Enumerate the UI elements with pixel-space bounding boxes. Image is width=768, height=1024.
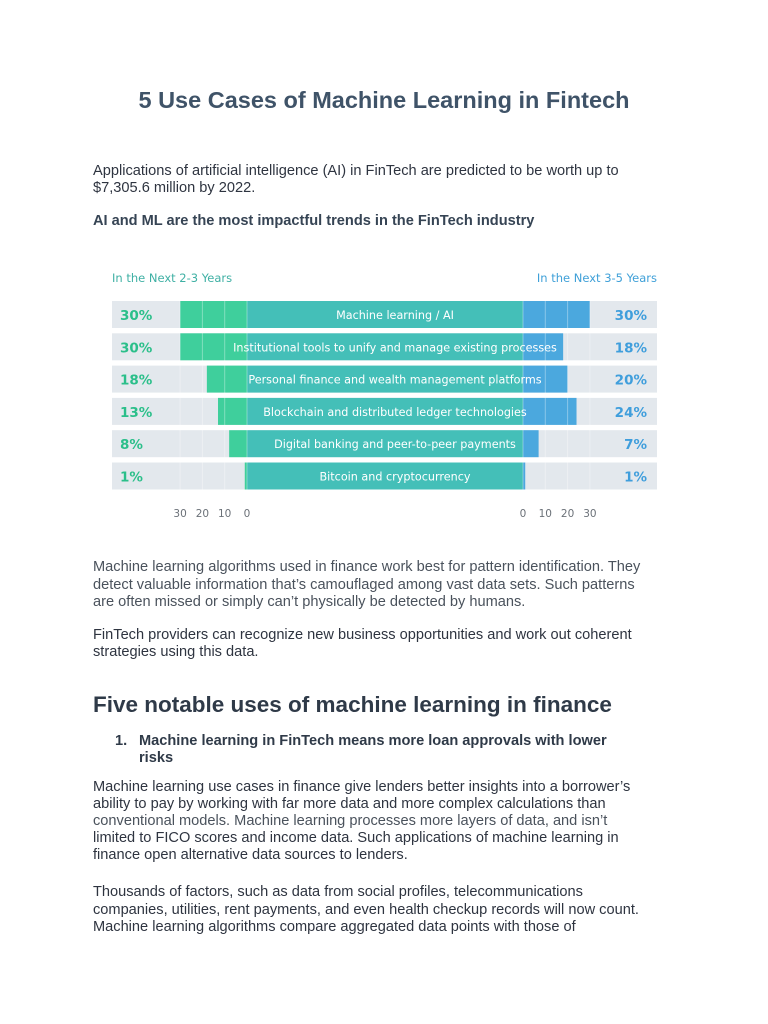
intro-line-2: $7,305.6 million by 2022. [93,180,256,196]
right-value-label: 20% [614,372,647,389]
diverging-bar-chart [0,260,768,540]
page-title: 5 Use Cases of Machine Learning in Fintech [138,87,630,113]
category-label: Bitcoin and cryptocurrency [319,470,471,484]
list-item-number: 1. [115,733,128,749]
para3-line-3: conventional models. Machine learning processes more layers of data, and isn’t [93,813,608,829]
right-value-label: 18% [614,340,647,357]
left-value-label: 13% [120,404,153,421]
list-item-1-line-2: risks [139,750,174,766]
category-label: Personal finance and wealth management platforms [248,373,542,387]
bar-left [218,398,247,425]
para2-line-2: strategies using this data. [93,644,259,660]
bar-left [207,366,247,393]
bar-right [523,430,539,457]
para3-line-2: ability to pay by working with far more data and more complex calculations than [93,796,606,812]
para3-line-1: Machine learning use cases in finance give lenders better insights into a borrower’s [93,779,631,795]
left-tick-label: 20 [195,508,210,520]
chart-right-header: In the Next 3-5 Years [536,271,657,285]
para3-line-5: finance open alternative data sources to lenders. [93,847,408,863]
bar-right [523,398,577,425]
list-item-1-line-1: Machine learning in FinTech means more loan approvals with lower [139,733,607,749]
bar-left [180,301,247,328]
para3-line-4: limited to FICO scores and income data. Such applications of machine learning in [93,830,619,846]
chart-heading: AI and ML are the most impactful trends in the FinTech industry [93,213,535,229]
right-value-label: 30% [614,308,647,324]
category-label: Blockchain and distributed ledger technologies [263,405,527,419]
left-value-label: 1% [120,469,143,486]
right-value-label: 1% [624,469,647,486]
intro-line-1: Applications of artificial intelligence (AI) in FinTech are predicted to be worth up to [93,163,619,179]
right-value-label: 7% [624,437,647,454]
para4-line-1: Thousands of factors, such as data from social profiles, telecommunications [93,884,583,900]
section-heading: Five notable uses of machine learning in finance [93,692,612,717]
right-tick-label: 30 [583,508,597,520]
para1-line-3: are often missed or simply can’t physically be detected by humans. [93,594,526,610]
right-value-label: 24% [614,404,647,421]
para4-line-2: companies, utilities, rent payments, and even health checkup records will now count. [93,902,639,918]
left-tick-label: 30 [173,508,187,520]
para2-line-1: FinTech providers can recognize new business opportunities and work out coherent [93,627,632,643]
chart-left-header: In the Next 2-3 Years [112,271,233,285]
right-tick-label: 10 [538,508,552,520]
category-label: Machine learning / AI [336,309,454,322]
para1-line-1: Machine learning algorithms used in finance work best for pattern identification. They [93,559,641,575]
bar-right [523,301,590,328]
para1-line-2: detect valuable information that’s camouflaged among vast data sets. Such patterns [93,577,635,593]
right-tick-label: 20 [560,508,575,520]
left-value-label: 8% [120,437,143,454]
left-value-label: 18% [120,372,153,389]
right-tick-label: 0 [519,508,527,520]
left-tick-label: 10 [218,508,232,520]
left-value-label: 30% [120,340,153,357]
category-label: Institutional tools to unify and manage existing processes [233,341,557,355]
left-tick-label: 0 [243,508,251,520]
category-label: Digital banking and peer-to-peer payments [274,438,516,452]
left-value-label: 30% [120,308,153,324]
para4-line-3: Machine learning algorithms compare aggregated data points with those of [93,919,576,935]
bar-left [229,430,247,457]
